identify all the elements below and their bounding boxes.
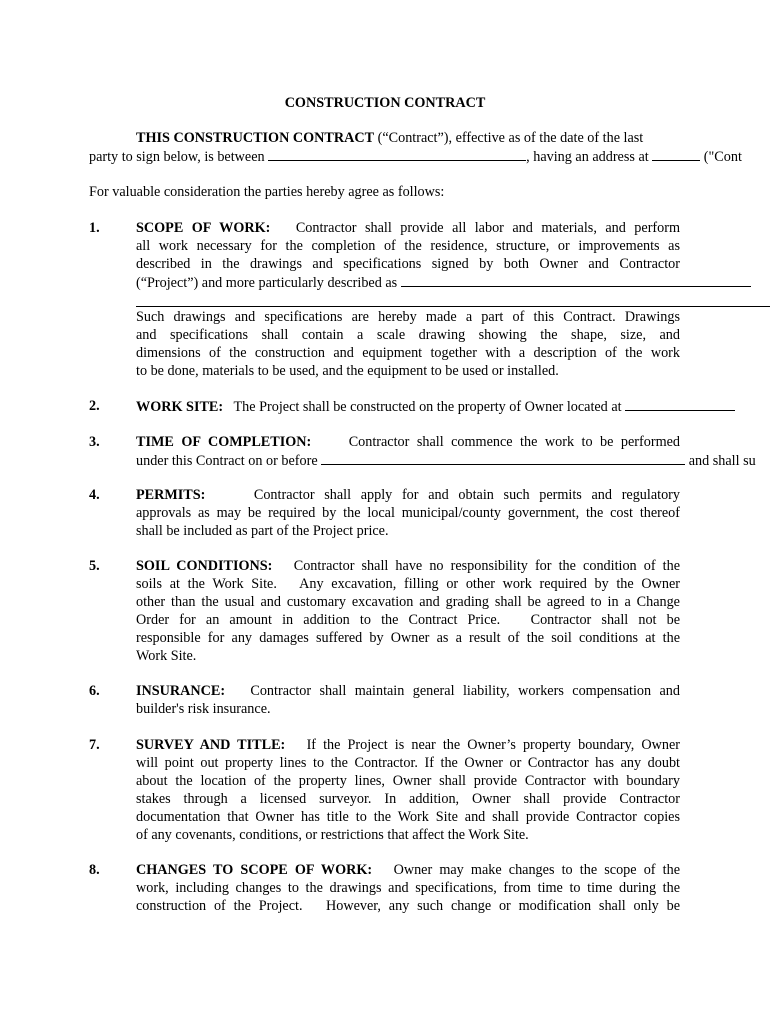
section-6-body [136,682,680,718]
section-1-line-3: described in the drawings and specifications signed by both Owner and Contractor [136,256,680,272]
section-1-p2-line-4: to be done, materials to be used, and the equipment to be used or installed. [136,363,559,379]
section-6-line-2: builder's risk insurance. [136,701,271,717]
section-7-line-5: documentation that Owner has title to the Work Site and shall provide Contractor copies [136,809,680,825]
section-5-line-4: Order for an amount in addition to the Contract Price. Contractor shall not be [136,612,680,628]
section-2-heading: WORK SITE: [136,399,224,415]
work-site-address-blank[interactable] [625,397,735,411]
section-5-line-1: Contractor shall have no responsibility for the condition of the [293,558,681,574]
section-5-body [136,557,680,665]
section-8-line-2: work, including changes to the drawings and specifications, from time to time during the [136,880,680,896]
intro-line1-rest: (“Contract”), effective as of the date of the last [374,130,644,146]
section-1-line-2: all work necessary for the completion of the residence, structure, or improvements as [136,238,680,254]
section-7-body [136,736,680,844]
section-8-body [136,861,680,915]
section-8-heading: CHANGES TO SCOPE OF WORK: [136,862,373,878]
section-1-paragraph-2 [136,308,680,380]
section-3-body [136,433,680,451]
section-5-line-2: soils at the Work Site. Any excavation, filling or other work required by the Owner [136,576,680,592]
section-1-heading: SCOPE OF WORK: [136,220,271,236]
intro-line-1 [136,129,643,147]
intro-line-2 [89,147,742,166]
party-name-blank[interactable] [268,147,526,161]
section-3-line-2 [136,451,756,470]
section-5-heading: SOIL CONDITIONS: [136,558,273,574]
section-8-line-1: Owner may make changes to the scope of the [393,862,680,878]
section-7-line-3: about the location of the property lines, Owner shall provide Contractor with boundary [136,773,680,789]
section-1-body [136,219,680,292]
section-3-number: 3. [89,434,100,450]
section-3-heading: TIME OF COMPLETION: [136,434,312,450]
section-7-heading: SURVEY AND TITLE: [136,737,286,753]
section-4-body [136,486,680,540]
section-1-number: 1. [89,220,100,236]
section-2-line-1: The Project shall be constructed on the property of Owner located at [233,399,622,415]
section-5-line-6: Work Site. [136,648,197,664]
section-6-number: 6. [89,683,100,699]
section-2-body [136,397,735,416]
start-date-blank[interactable] [321,451,685,465]
project-description-blank[interactable] [401,273,751,287]
intro-line2-c: ("Cont [703,149,742,165]
section-1-p2-line-3: dimensions of the construction and equipment together with a description of the work [136,345,680,361]
section-3-line-2b: and shall su [688,453,756,469]
section-5-number: 5. [89,558,100,574]
section-7-line-2: will point out property lines to the Contractor. If the Owner or Contractor has any doubt [136,755,680,771]
section-7-line-6: of any covenants, conditions, or restrictions that affect the Work Site. [136,827,529,843]
document-title: CONSTRUCTION CONTRACT [284,95,486,111]
section-3-line-2a: under this Contract on or before [136,453,318,469]
section-4-number: 4. [89,487,100,503]
consideration-text: For valuable consideration the parties hereby agree as follows: [89,184,445,200]
intro-bold-lead: THIS CONSTRUCTION CONTRACT [136,130,375,146]
project-description-blank-2[interactable] [136,306,770,307]
section-3-line-1: Contractor shall commence the work to be performed [348,434,681,450]
section-8-line-3: construction of the Project. However, any such change or modification shall only be [136,898,680,914]
intro-line2-b: , having an address at [526,149,649,165]
section-6-heading: INSURANCE: [136,683,226,699]
section-1-line-4: (“Project”) and more particularly described as [136,275,398,291]
section-4-heading: PERMITS: [136,487,206,503]
address-blank[interactable] [652,147,700,161]
section-5-line-5: responsible for any damages suffered by Owner as a result of the soil conditions at the [136,630,680,646]
intro-line2-a: party to sign below, is between [89,149,265,165]
section-7-line-1: If the Project is near the Owner’s property boundary, Owner [306,737,681,753]
section-1-line-1: Contractor shall provide all labor and materials, and perform [295,220,680,236]
section-6-line-1: Contractor shall maintain general liability, workers compensation and [250,683,680,699]
section-1-p2-line-2: and specifications shall contain a scale drawing showing the shape, size, and [136,327,680,343]
section-4-line-3: shall be included as part of the Project price. [136,523,389,539]
section-7-number: 7. [89,737,100,753]
section-4-line-1: Contractor shall apply for and obtain such permits and regulatory [253,487,680,503]
section-8-number: 8. [89,862,100,878]
section-2-number: 2. [89,398,100,414]
section-1-p2-line-1: Such drawings and specifications are hereby made a part of this Contract. Drawings [136,309,680,325]
section-5-line-3: other than the usual and customary excavation and grading shall be agreed to in a Change [136,594,680,610]
section-4-line-2: approvals as may be required by the local municipal/county government, the cost thereof [136,505,680,521]
section-7-line-4: stakes through a licensed surveyor. In addition, Owner shall provide Contractor [136,791,680,807]
